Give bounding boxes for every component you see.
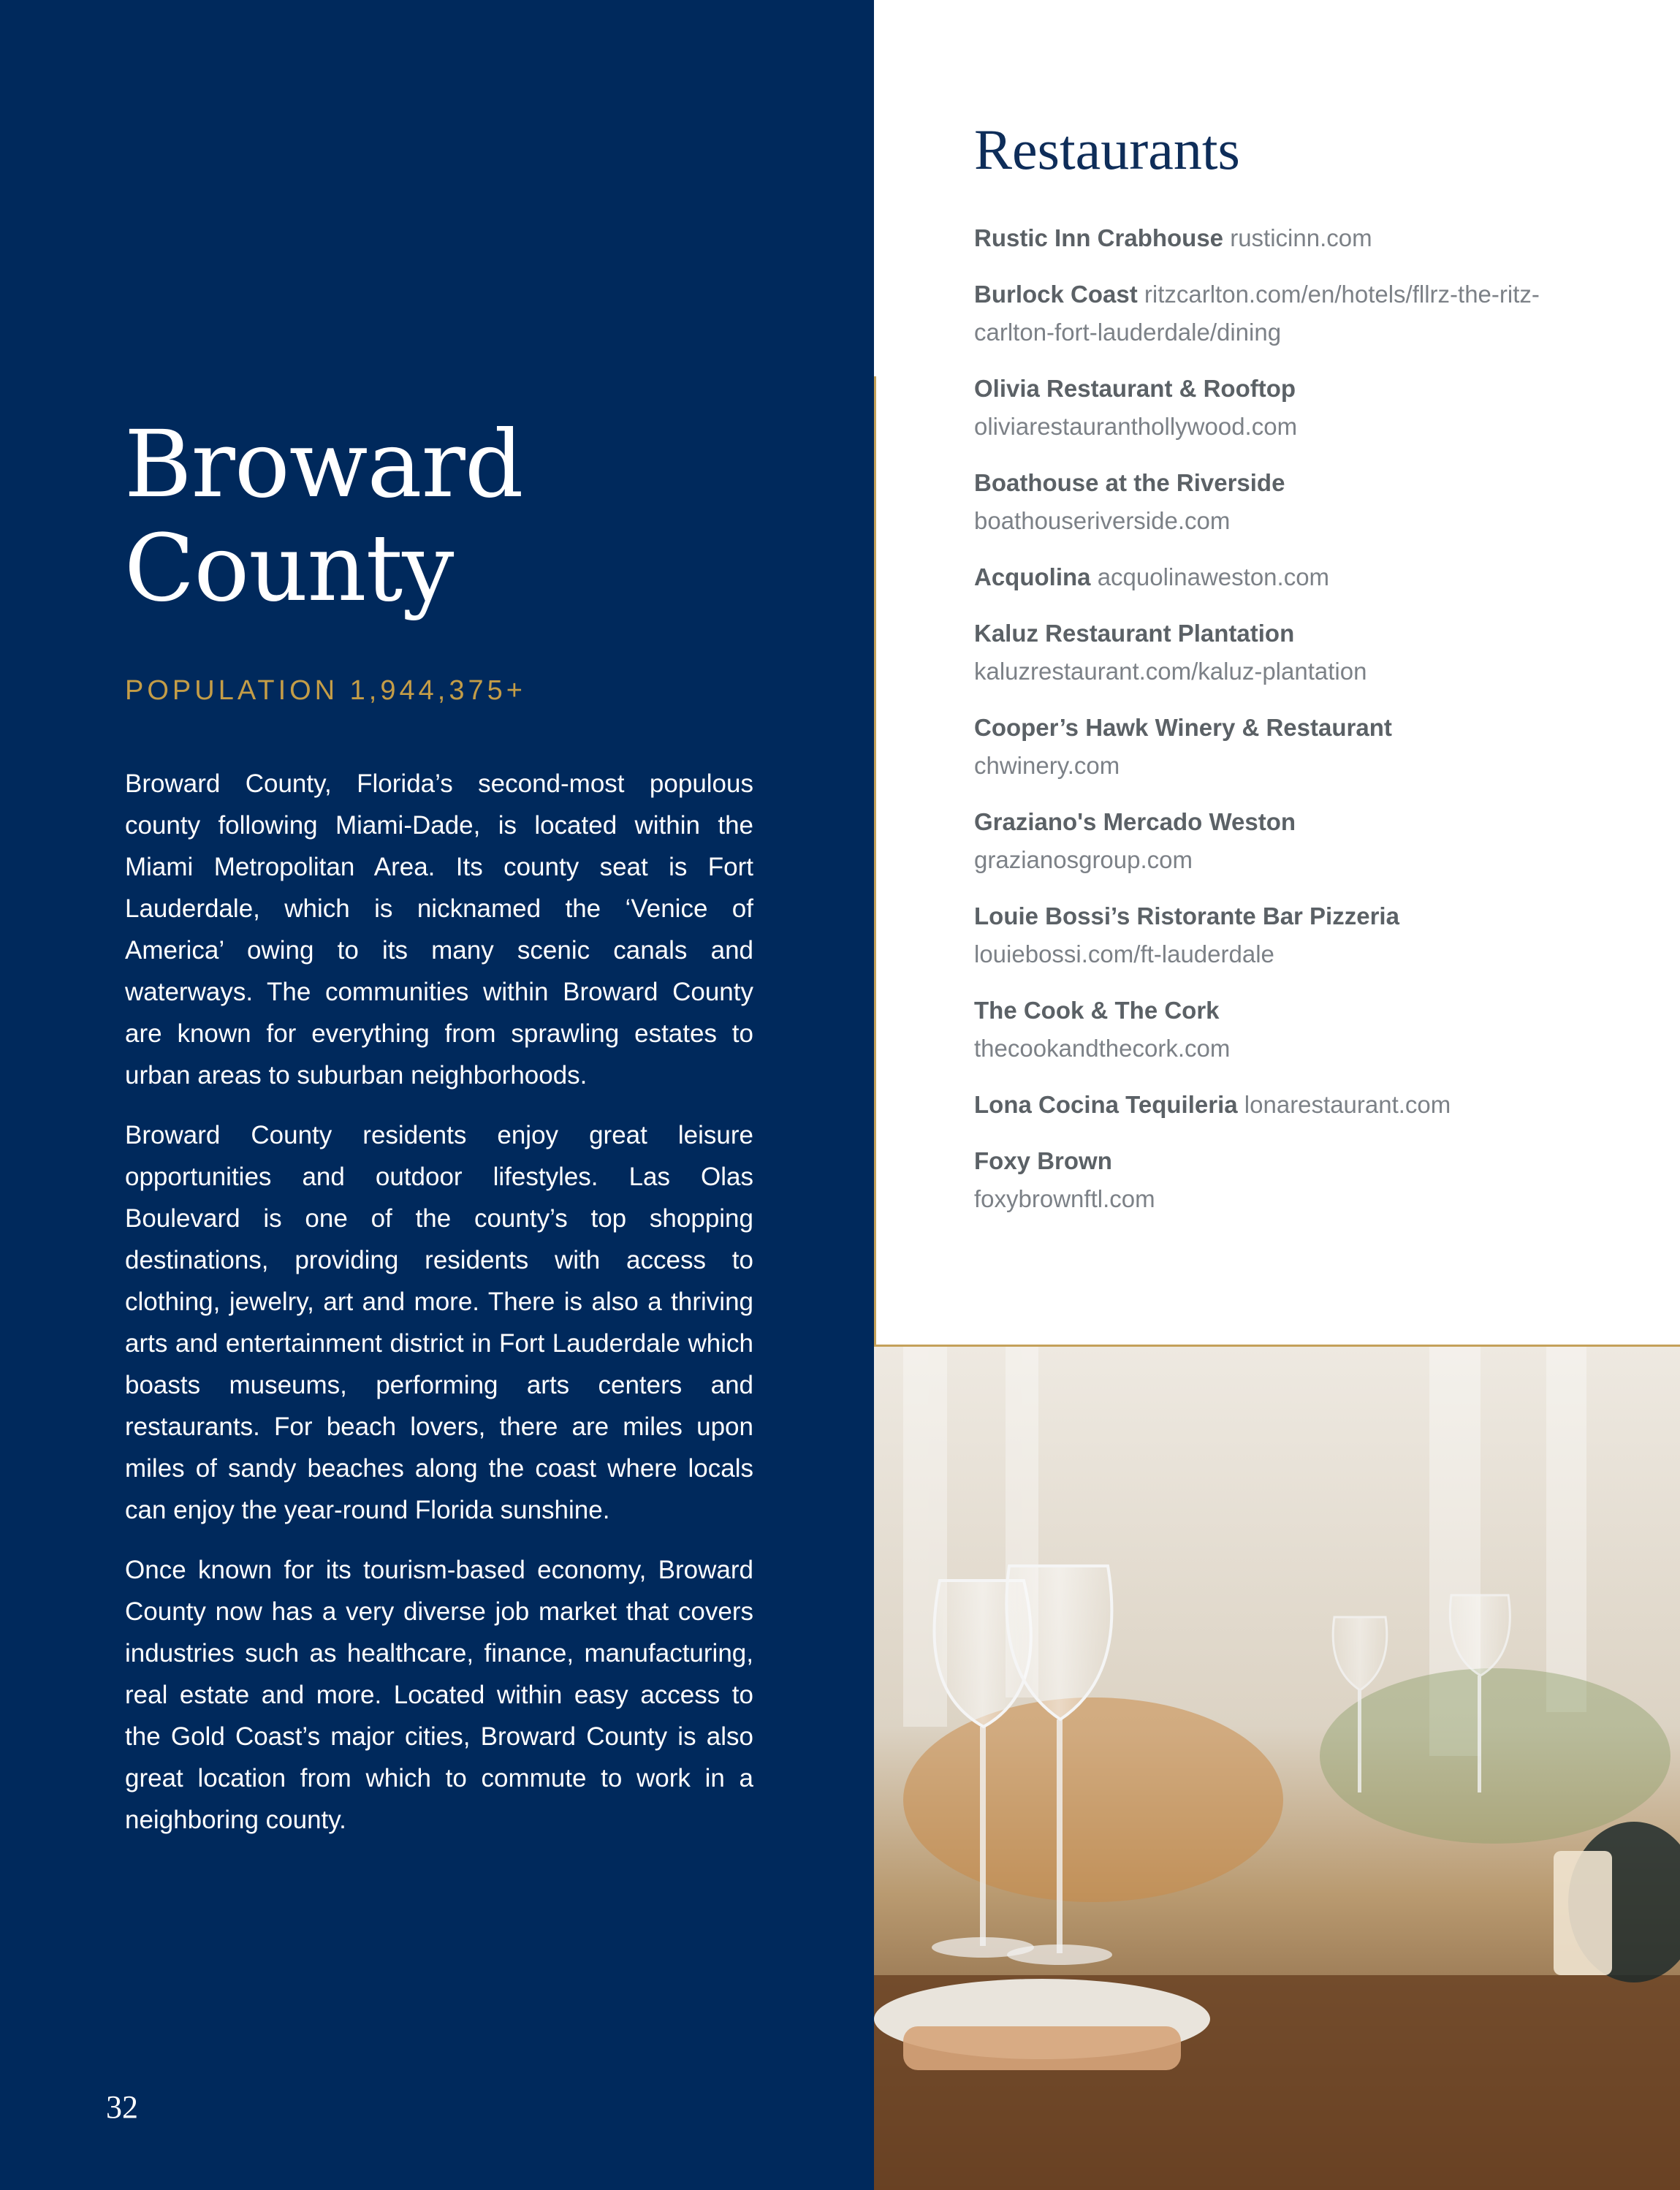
restaurant-item (974, 558, 1595, 596)
description-paragraph: Broward County residents enjoy great leisure opportunities and outdoor lifestyles. Las Olas Boulevard is one of the county’s top shopping destinations, providing residents with access to clothing, jewelry, art and more. There is also a thriving arts and entertainment district in Fort Lauderdale which boasts museums, performing arts centers and restaurants. For beach lovers, there are miles upon miles of sandy beaches along the coast where locals can enjoy the year-round Florida sunshine. (125, 1121, 753, 1524)
restaurant-name: Burlock Coast (974, 281, 1138, 308)
restaurant-item (974, 275, 1595, 351)
restaurant-url[interactable]: lonarestaurant.com (1244, 1091, 1451, 1118)
restaurant-item (974, 464, 1595, 540)
restaurant-name: Rustic Inn Crabhouse (974, 224, 1224, 251)
restaurant-item (974, 1086, 1595, 1124)
restaurant-url[interactable]: foxybrownftl.com (974, 1185, 1155, 1212)
restaurant-item (974, 615, 1595, 691)
restaurant-item (974, 709, 1595, 785)
description-paragraph: Once known for its tourism-based economy, Broward County now has a very diverse job market that covers industries such as healthcare, finance, manufacturing, real estate and more. Located within easy access to the Gold Coast’s major cities, Broward County is also great location from which to commute to work in a neighboring county. (125, 1556, 753, 1834)
restaurant-name: Boathouse at the Riverside (974, 469, 1285, 496)
restaurant-url[interactable]: oliviarestauranthollywood.com (974, 413, 1298, 440)
restaurant-url[interactable]: thecookandthecork.com (974, 1035, 1231, 1062)
restaurant-url[interactable]: grazianosgroup.com (974, 846, 1193, 873)
restaurant-url[interactable]: boathouseriverside.com (974, 507, 1231, 534)
county-title (124, 413, 523, 620)
restaurant-list (974, 219, 1595, 1218)
restaurant-name: Louie Bossi’s Ristorante Bar Pizzeria (974, 902, 1399, 929)
restaurant-item (974, 219, 1595, 257)
restaurant-name: Acquolina (974, 563, 1091, 590)
restaurant-url[interactable]: acquolinaweston.com (1097, 563, 1330, 590)
restaurant-name: Kaluz Restaurant Plantation (974, 620, 1295, 647)
wine-glasses-illustration (874, 1347, 1680, 2190)
restaurant-name: Cooper’s Hawk Winery & Restaurant (974, 714, 1392, 741)
restaurant-name: Olivia Restaurant & Rooftop (974, 375, 1296, 402)
restaurant-item (974, 897, 1595, 973)
restaurant-name: Graziano's Mercado Weston (974, 808, 1296, 835)
wine-glasses-photo (874, 1347, 1680, 2190)
restaurant-item (974, 370, 1595, 446)
restaurant-url[interactable]: louiebossi.com/ft-lauderdale (974, 940, 1274, 967)
restaurant-item (974, 992, 1595, 1068)
restaurant-url[interactable]: kaluzrestaurant.com/kaluz-plantation (974, 658, 1367, 685)
restaurant-name: Lona Cocina Tequileria (974, 1091, 1238, 1118)
page-number: 32 (106, 2089, 138, 2125)
restaurants-heading: Restaurants (974, 118, 1240, 181)
restaurant-url[interactable]: rusticinn.com (1230, 224, 1372, 251)
county-title-line1: Broward (124, 411, 523, 518)
county-title-line2: County (124, 514, 454, 622)
restaurant-name: The Cook & The Cork (974, 997, 1220, 1024)
restaurant-item (974, 803, 1595, 879)
restaurant-url[interactable]: ritzcarlton.com/en/hotels/fllrz-the-ritz-carlton-fort-lauderdale/dining (974, 281, 1540, 346)
restaurants-section (974, 117, 1595, 1236)
county-description (125, 763, 753, 1859)
restaurant-item (974, 1142, 1595, 1218)
population-label: POPULATION 1,944,375+ (125, 675, 526, 706)
restaurant-name: Foxy Brown (974, 1147, 1112, 1174)
description-paragraph: Broward County, Florida’s second-most populous county following Miami-Dade, is located within the Miami Metropolitan Area. Its county seat is Fort Lauderdale, which is nicknamed the ‘Venice of America’ owing to its many scenic canals and waterways. The communities within Broward County are known for everything from sprawling estates to urban areas to suburban neighborhoods. (125, 769, 753, 1090)
restaurant-url[interactable]: chwinery.com (974, 752, 1120, 779)
